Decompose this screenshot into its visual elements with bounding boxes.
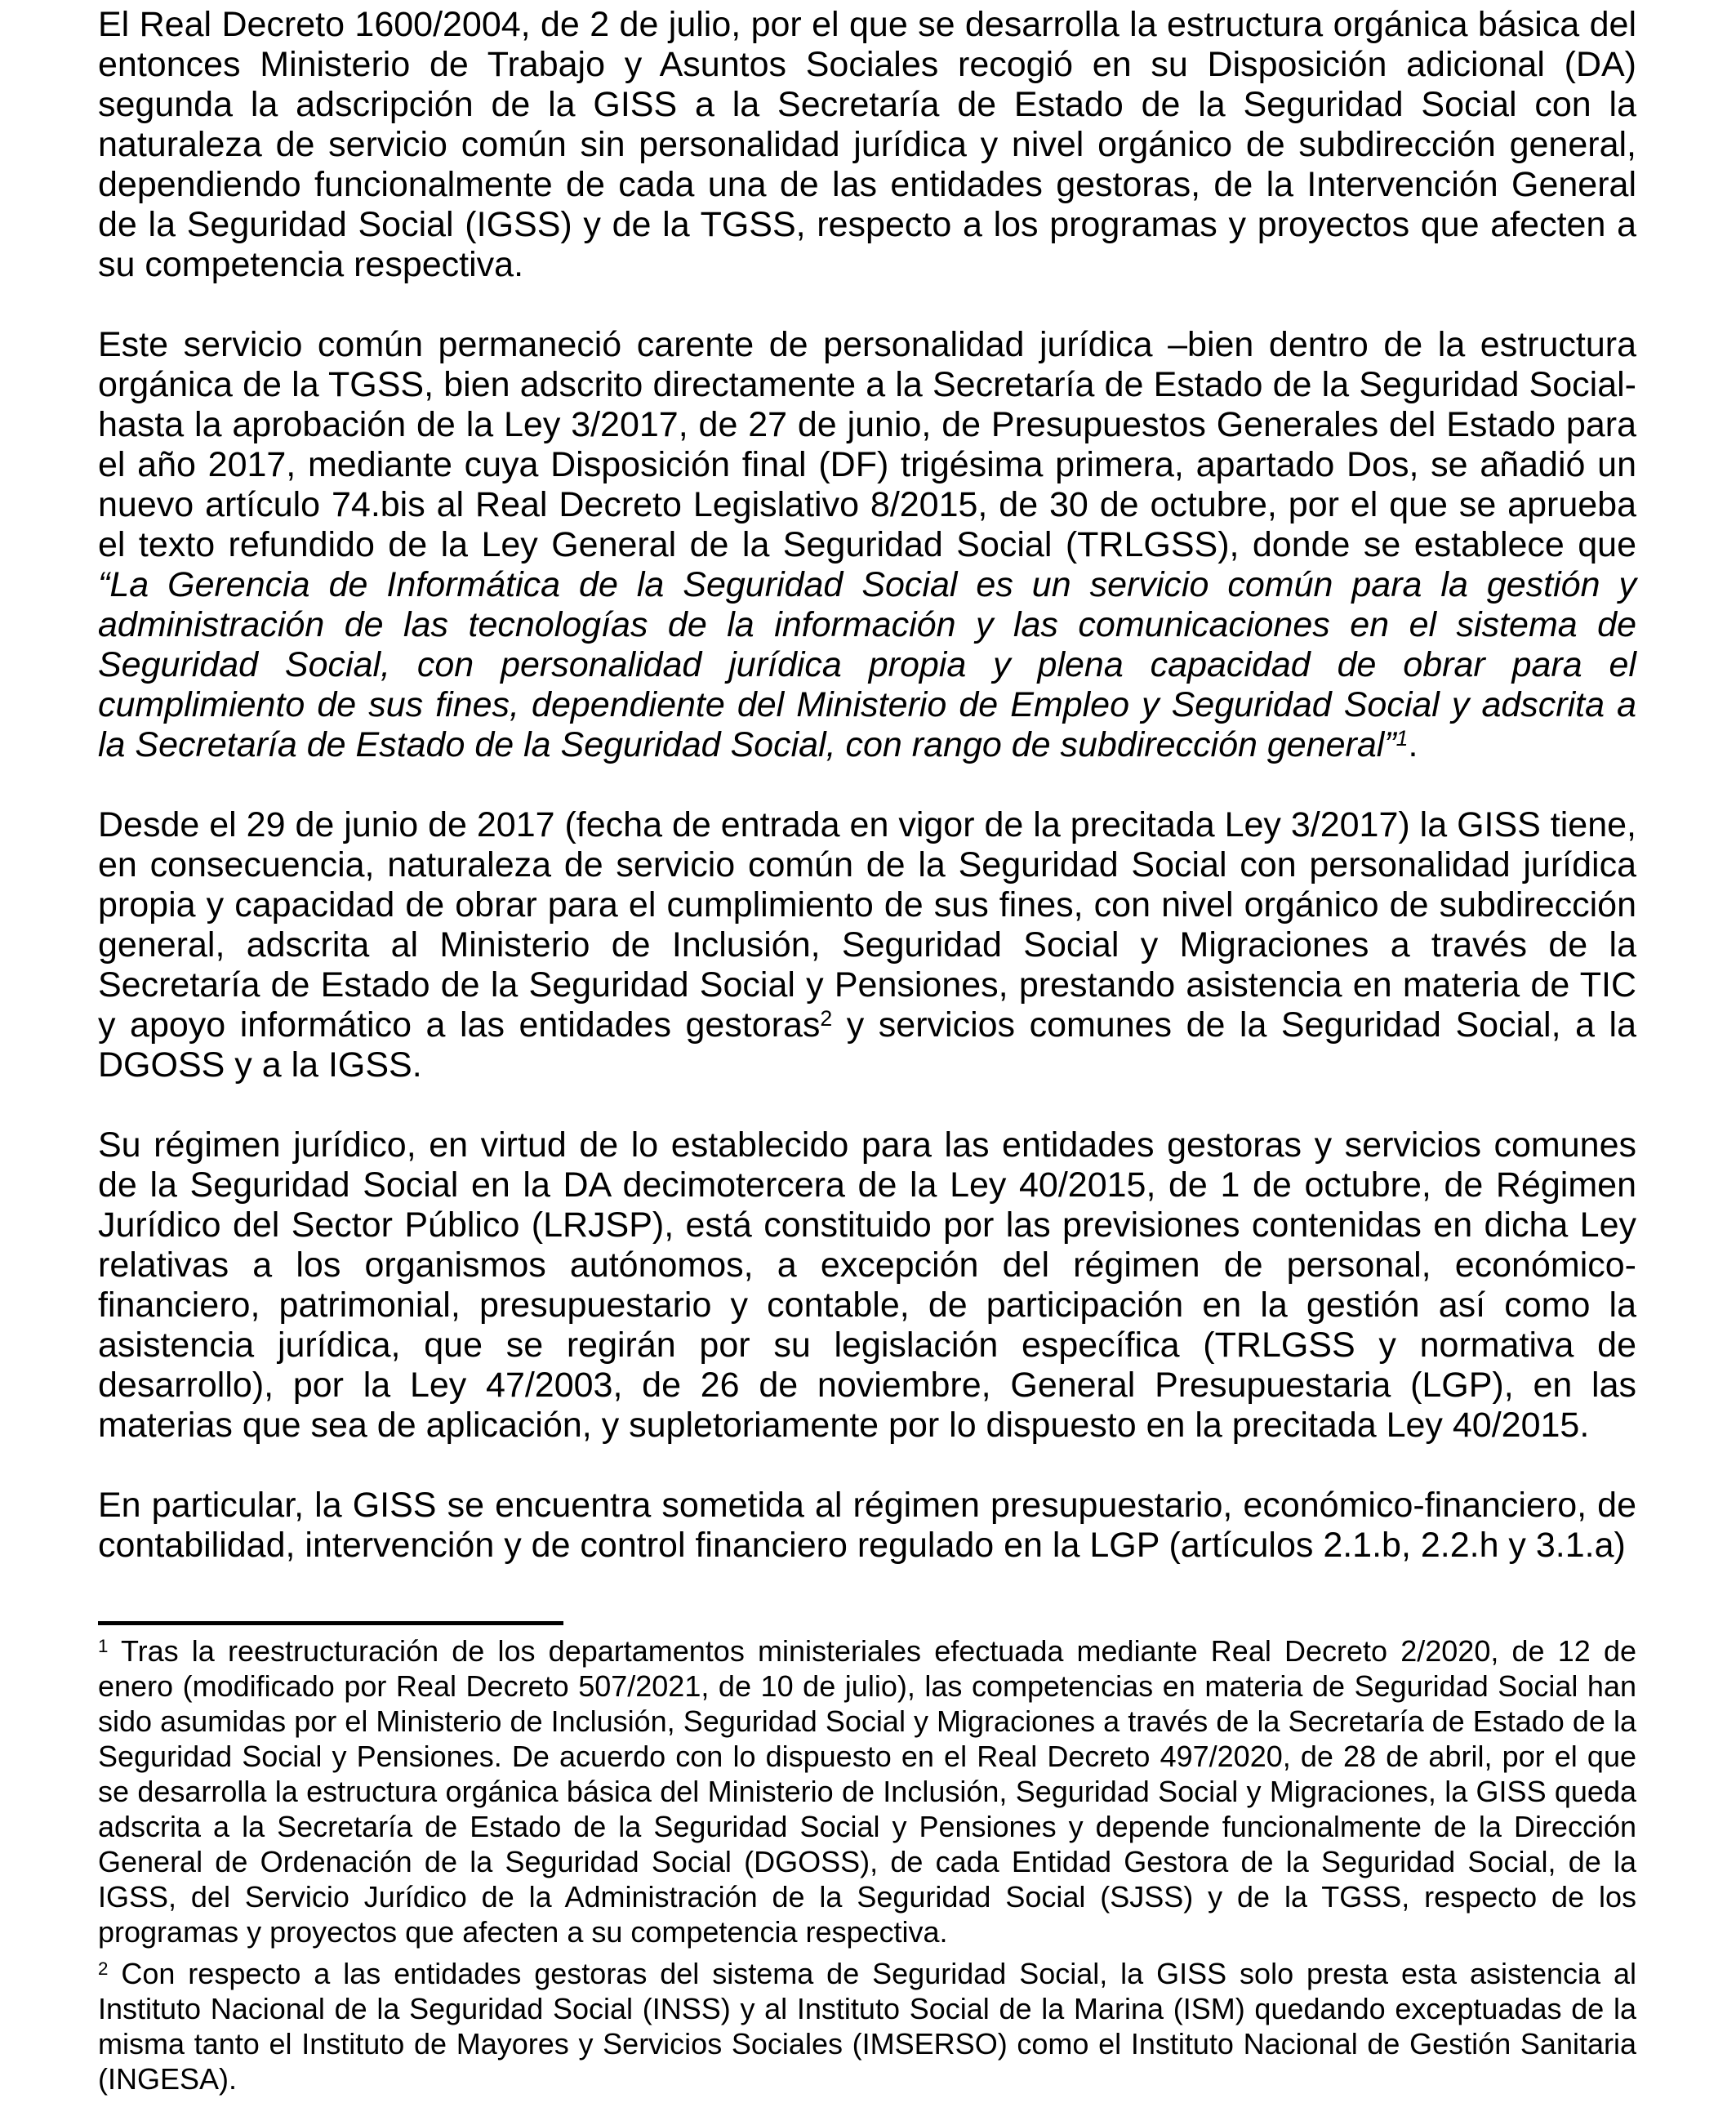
paragraph-desde-29-junio-2017 xyxy=(98,805,1636,1085)
footnote-ref-1: 1 xyxy=(1395,725,1409,751)
paragraph-en-particular xyxy=(98,1486,1636,1566)
paragraph-text: y servicios comunes de la Seguridad Social, a la DGOSS y a la IGSS. xyxy=(98,1005,1636,1085)
footnote-ref-2: 2 xyxy=(820,1005,833,1031)
footnote-1-text: Tras la reestructuración de los departamentos ministeriales efectuada mediante Real Decreto 2/2020, de 12 de enero (modificado por Real Decreto 507/2021, de 10 de julio), las competencias en materia de Seguridad Social han sido asumidas por el Ministerio de Inclusión, Seguridad Social y Migraciones a través de la Secretaría de Estado de la Seguridad Social y Pensiones. De acuerdo con lo dispuesto en el Real Decreto 497/2020, de 28 de abril, por el que se desarrolla la estructura orgánica básica del Ministerio de Inclusión, Seguridad Social y Migraciones, la GISS queda adscrita a la Secretaría de Estado de la Seguridad Social y Pensiones y depende funcionalmente de la Dirección General de Ordenación de la Seguridad Social (DGOSS), de cada Entidad Gestora de la Seguridad Social, de la IGSS, del Servicio Jurídico de la Administración de la Seguridad Social (SJSS) y de la TGSS, respecto de los programas y proyectos que afecten a su competencia respectiva. xyxy=(98,1634,1636,1949)
trlgss-quote: “La Gerencia de Informática de la Seguridad Social es un servicio común para la gestión y administración de las tecnologías de la información y las comunicaciones en el sistema de Seguridad Social, con personalidad jurídica propia y plena capacidad de obrar para el cumplimiento de sus fines, dependiente del Ministerio de Empleo y Seguridad Social y adscrita a la Secretaría de Estado de la Seguridad Social, con rango de subdirección general” xyxy=(98,565,1636,764)
paragraph-text: Desde el 29 de junio de 2017 (fecha de entrada en vigor de la precitada Ley 3/2017) la GISS tiene, en consecuencia, naturaleza de servicio común de la Seguridad Social con personalidad jurídica propia y capacidad de obrar para el cumplimiento de sus fines, con nivel orgánico de subdirección general, adscrita al Ministerio de Inclusión, Seguridad Social y Migraciones a través de la Secretaría de Estado de la Seguridad Social y Pensiones, prestando asistencia en materia de TIC y apoyo informático a las entidades gestoras xyxy=(98,805,1636,1045)
footnote-2-marker: 2 xyxy=(98,1958,109,1979)
paragraph-text: En particular, la GISS se encuentra sometida al régimen presupuestario, económico-financiero, de contabilidad, intervención y de control financiero regulado en la LGP (artículos 2.1.b, 2.2.h y 3.1.a) xyxy=(98,1486,1636,1565)
footnote-2 xyxy=(98,1956,1636,2096)
paragraph-text: Su régimen jurídico, en virtud de lo establecido para las entidades gestoras y servicios comunes de la Seguridad Social en la DA decimotercera de la Ley 40/2015, de 1 de octubre, de Régimen Jurídico del Sector Público (LRJSP), está constituido por las previsiones contenidas en dicha Ley relativas a los organismos autónomos, a excepción del régimen de personal, económico-financiero, patrimonial, presupuestario y contable, de participación en la gestión así como la asistencia jurídica, que se regirán por su legislación específica (TRLGSS y normativa de desarrollo), por la Ley 47/2003, de 26 de noviembre, General Presupuestaria (LGP), en las materias que sea de aplicación, y supletoriamente por lo dispuesto en la precitada Ley 40/2015. xyxy=(98,1125,1636,1445)
footnote-1-marker: 1 xyxy=(98,1635,109,1656)
footnote-separator xyxy=(98,1621,563,1625)
document-body xyxy=(98,5,1636,1566)
paragraph-real-decreto-1600-2004 xyxy=(98,5,1636,285)
paragraph-text: Este servicio común permaneció carente de personalidad jurídica –bien dentro de la estructura orgánica de la TGSS, bien adscrito directamente a la Secretaría de Estado de la Seguridad Social- hasta la aprobación de la Ley 3/2017, de 27 de junio, de Presupuestos Generales del Estado para el año 2017, mediante cuya Disposición final (DF) trigésima primera, apartado Dos, se añadió un nuevo artículo 74.bis al Real Decreto Legislativo 8/2015, de 30 de octubre, por el que se aprueba el texto refundido de la Ley General de la Seguridad Social (TRLGSS), donde se establece que xyxy=(98,325,1636,564)
footnote-1 xyxy=(98,1633,1636,1949)
paragraph-servicio-comun xyxy=(98,325,1636,765)
footnote-2-text: Con respecto a las entidades gestoras del sistema de Seguridad Social, la GISS solo presta esta asistencia al Instituto Nacional de la Seguridad Social (INSS) y al Instituto Social de la Marina (ISM) quedando exceptuadas de la misma tanto el Instituto de Mayores y Servicios Sociales (IMSERSO) como el Instituto Nacional de Gestión Sanitaria (INGESA). xyxy=(98,1957,1636,2096)
paragraph-regimen-juridico xyxy=(98,1125,1636,1446)
paragraph-text: El Real Decreto 1600/2004, de 2 de julio, por el que se desarrolla la estructura orgánica básica del entonces Ministerio de Trabajo y Asuntos Sociales recogió en su Disposición adicional (DA) segunda la adscripción de la GISS a la Secretaría de Estado de la Seguridad Social con la naturaleza de servicio común sin personalidad jurídica y nivel orgánico de subdirección general, dependiendo funcionalmente de cada una de las entidades gestoras, de la Intervención General de la Seguridad Social (IGSS) y de la TGSS, respecto a los programas y proyectos que afecten a su competencia respectiva. xyxy=(98,5,1636,284)
footnotes-section xyxy=(98,1621,1636,2096)
paragraph-text: . xyxy=(1408,725,1418,764)
